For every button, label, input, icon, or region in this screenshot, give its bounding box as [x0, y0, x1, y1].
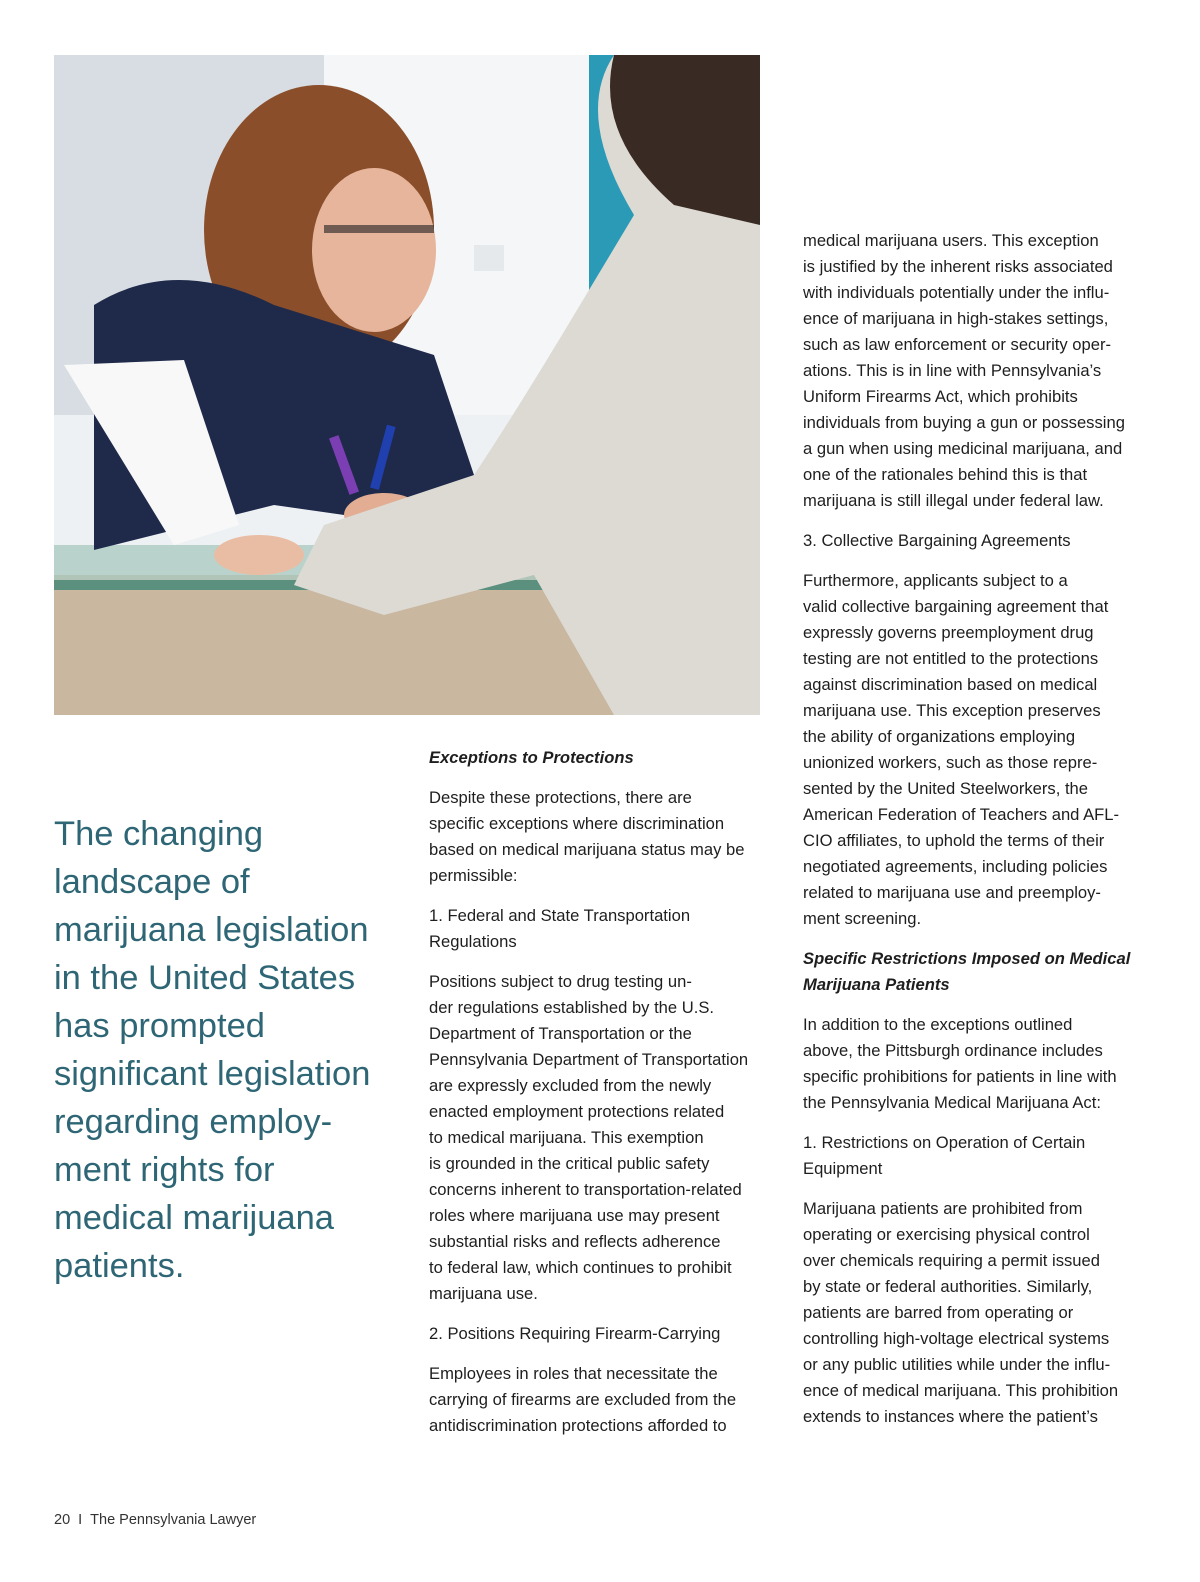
text-line: unionized workers, such as those repre-	[803, 753, 1098, 772]
publication-name: The Pennsylvania Lawyer	[90, 1512, 257, 1528]
pull-quote-line: The changing	[54, 815, 264, 853]
text-line: specific exceptions where discrimination	[429, 814, 725, 833]
text-line: Positions subject to drug testing un-	[429, 972, 692, 991]
text-line: marijuana is still illegal under federal law.	[803, 491, 1104, 510]
text-line: individuals from buying a gun or possessing	[803, 413, 1125, 432]
heading-text: Specific Restrictions Imposed on Medical	[803, 949, 1131, 968]
paragraph	[803, 228, 1148, 514]
text-line: operating or exercising physical control	[803, 1225, 1090, 1244]
text-line: ence of medical marijuana. This prohibition	[803, 1381, 1119, 1400]
text-line: extends to instances where the patient’s	[803, 1407, 1098, 1426]
text-line: based on medical marijuana status may be	[429, 840, 745, 859]
text-line: related to marijuana use and preemploy-	[803, 883, 1101, 902]
text-line: a gun when using medicinal marijuana, and	[803, 439, 1123, 458]
paragraph	[803, 1196, 1148, 1430]
text-line: valid collective bargaining agreement that	[803, 597, 1109, 616]
pull-quote	[54, 810, 384, 1290]
pull-quote-line: significant legislation	[54, 1055, 371, 1093]
text-line: negotiated agreements, including policies	[803, 857, 1108, 876]
section-heading	[429, 745, 764, 771]
text-line: with individuals potentially under the influ-	[803, 283, 1110, 302]
text-line: over chemicals requiring a permit issued	[803, 1251, 1100, 1270]
text-line: Furthermore, applicants subject to a	[803, 571, 1068, 590]
list-item-title	[803, 528, 1148, 554]
pull-quote-line: has prompted	[54, 1007, 265, 1045]
text-line: such as law enforcement or security oper-	[803, 335, 1112, 354]
list-item-title	[429, 903, 764, 955]
text-line: expressly governs preemployment drug	[803, 623, 1094, 642]
heading-text: Marijuana Patients	[803, 975, 950, 994]
text-line: sented by the United Steelworkers, the	[803, 779, 1089, 798]
pull-quote-line: marijuana legislation	[54, 911, 369, 949]
text-line: ence of marijuana in high-stakes settings,	[803, 309, 1109, 328]
footer-separator: I	[78, 1512, 83, 1528]
pull-quote-line: medical marijuana	[54, 1199, 334, 1237]
text-line: CIO affiliates, to uphold the terms of their	[803, 831, 1105, 850]
text-line: to medical marijuana. This exemption	[429, 1128, 704, 1147]
text-line: patients are barred from operating or	[803, 1303, 1074, 1322]
text-line: the ability of organizations employing	[803, 727, 1076, 746]
pull-quote-line: landscape of	[54, 863, 250, 901]
text-line: medical marijuana users. This exception	[803, 231, 1099, 250]
section-heading	[803, 946, 1148, 998]
heading-text: Exceptions to Protections	[429, 748, 634, 767]
text-line: or any public utilities while under the influ-	[803, 1355, 1111, 1374]
text-line: American Federation of Teachers and AFL-	[803, 805, 1120, 824]
page-footer	[54, 1512, 256, 1528]
text-line: Pennsylvania Department of Transportation	[429, 1050, 749, 1069]
text-line: Equipment	[803, 1159, 883, 1178]
text-line: controlling high-voltage electrical systems	[803, 1329, 1110, 1348]
text-line: Department of Transportation or the	[429, 1024, 692, 1043]
text-line: are expressly excluded from the newly	[429, 1076, 712, 1095]
text-line: permissible:	[429, 866, 518, 885]
text-line: above, the Pittsburgh ordinance includes	[803, 1041, 1103, 1060]
text-line: 1. Restrictions on Operation of Certain	[803, 1133, 1086, 1152]
text-line: against discrimination based on medical	[803, 675, 1098, 694]
text-line: roles where marijuana use may present	[429, 1206, 720, 1225]
text-line: marijuana use.	[429, 1284, 538, 1303]
text-line: Uniform Firearms Act, which prohibits	[803, 387, 1078, 406]
text-line: one of the rationales behind this is that	[803, 465, 1088, 484]
text-line: is justified by the inherent risks associated	[803, 257, 1113, 276]
text-line: testing are not entitled to the protections	[803, 649, 1099, 668]
text-line: 1. Federal and State Transportation	[429, 906, 691, 925]
text-line: enacted employment protections related	[429, 1102, 725, 1121]
paragraph	[429, 1361, 764, 1439]
page-number: 20	[54, 1512, 71, 1528]
text-line: is grounded in the critical public safety	[429, 1154, 710, 1173]
pull-quote-line: ment rights for	[54, 1151, 275, 1189]
text-line: Regulations	[429, 932, 517, 951]
text-line: 3. Collective Bargaining Agreements	[803, 531, 1071, 550]
list-item-title	[429, 1321, 764, 1347]
text-line: marijuana use. This exception preserves	[803, 701, 1101, 720]
article-column-middle	[429, 745, 764, 1453]
paragraph	[429, 969, 764, 1307]
pull-quote-line: patients.	[54, 1247, 185, 1285]
text-line: by state or federal authorities. Similarly,	[803, 1277, 1093, 1296]
paragraph	[803, 568, 1148, 932]
paragraph	[429, 785, 764, 889]
text-line: concerns inherent to transportation-related	[429, 1180, 742, 1199]
article-photo	[54, 55, 760, 715]
text-line: substantial risks and reflects adherence	[429, 1232, 721, 1251]
text-line: ment screening.	[803, 909, 922, 928]
text-line: Despite these protections, there are	[429, 788, 692, 807]
list-item-title	[803, 1130, 1148, 1182]
text-line: to federal law, which continues to prohibit	[429, 1258, 732, 1277]
text-line: antidiscrimination protections afforded to	[429, 1416, 727, 1435]
text-line: Marijuana patients are prohibited from	[803, 1199, 1083, 1218]
paragraph	[803, 1012, 1148, 1116]
pull-quote-line: regarding employ-	[54, 1103, 333, 1141]
photo-illustration	[54, 55, 760, 715]
text-line: carrying of firearms are excluded from the	[429, 1390, 737, 1409]
text-line: 2. Positions Requiring Firearm-Carrying	[429, 1324, 721, 1343]
text-line: Employees in roles that necessitate the	[429, 1364, 718, 1383]
text-line: specific prohibitions for patients in line with	[803, 1067, 1117, 1086]
text-line: the Pennsylvania Medical Marijuana Act:	[803, 1093, 1101, 1112]
pull-quote-line: in the United States	[54, 959, 356, 997]
text-line: ations. This is in line with Pennsylvania’s	[803, 361, 1102, 380]
text-line: In addition to the exceptions outlined	[803, 1015, 1073, 1034]
text-line: der regulations established by the U.S.	[429, 998, 715, 1017]
article-column-right	[803, 228, 1148, 1444]
